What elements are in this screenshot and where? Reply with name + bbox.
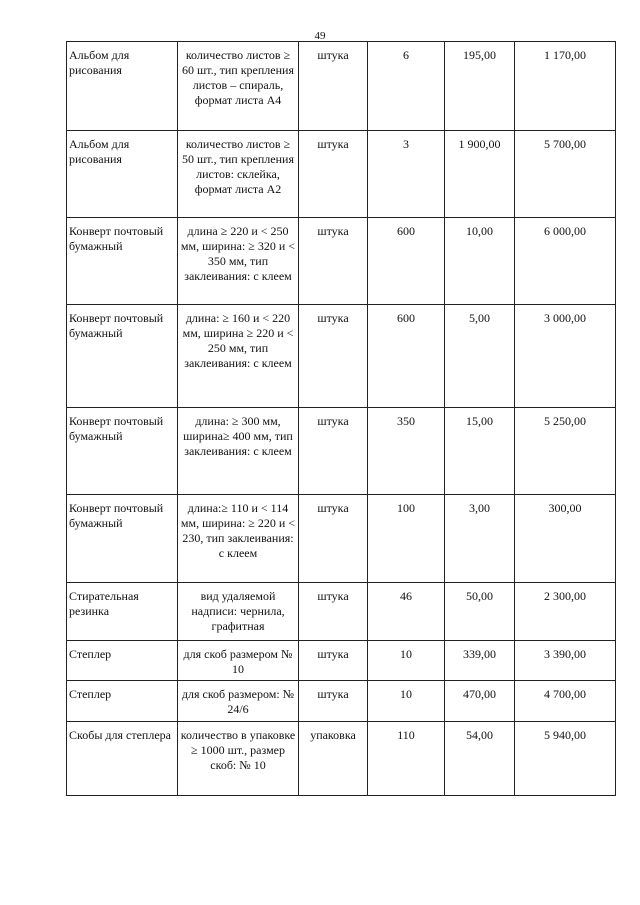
quantity-cell: 600 bbox=[368, 218, 445, 305]
item-name-cell: Конверт почтовый бумажный bbox=[67, 408, 178, 495]
item-description-cell: для скоб размером № 10 bbox=[178, 641, 299, 681]
table-row bbox=[67, 583, 616, 641]
table-row bbox=[67, 218, 616, 305]
item-name-cell: Конверт почтовый бумажный bbox=[67, 495, 178, 583]
table-row bbox=[67, 408, 616, 495]
quantity-cell: 350 bbox=[368, 408, 445, 495]
table-row bbox=[67, 681, 616, 722]
price-cell: 3,00 bbox=[445, 495, 515, 583]
unit-cell: штука bbox=[299, 131, 368, 218]
sum-cell: 3 000,00 bbox=[515, 305, 616, 408]
price-cell: 50,00 bbox=[445, 583, 515, 641]
item-name-cell: Конверт почтовый бумажный bbox=[67, 305, 178, 408]
price-cell: 54,00 bbox=[445, 722, 515, 796]
unit-cell: штука bbox=[299, 641, 368, 681]
quantity-cell: 46 bbox=[368, 583, 445, 641]
quantity-cell: 100 bbox=[368, 495, 445, 583]
unit-cell: упаковка bbox=[299, 722, 368, 796]
item-description-cell: длина: ≥ 160 и < 220 мм, ширина ≥ 220 и < 250 мм, тип заклеивания: с клеем bbox=[178, 305, 299, 408]
quantity-cell: 10 bbox=[368, 641, 445, 681]
unit-cell: штука bbox=[299, 583, 368, 641]
sum-cell: 4 700,00 bbox=[515, 681, 616, 722]
price-cell: 339,00 bbox=[445, 641, 515, 681]
table-row bbox=[67, 722, 616, 796]
price-cell: 10,00 bbox=[445, 218, 515, 305]
price-cell: 1 900,00 bbox=[445, 131, 515, 218]
sum-cell: 5 940,00 bbox=[515, 722, 616, 796]
quantity-cell: 600 bbox=[368, 305, 445, 408]
item-description-cell: количество листов ≥ 50 шт., тип крепления листов: склейка, формат листа А2 bbox=[178, 131, 299, 218]
unit-cell: штука bbox=[299, 218, 368, 305]
item-name-cell: Конверт почтовый бумажный bbox=[67, 218, 178, 305]
sum-cell: 5 700,00 bbox=[515, 131, 616, 218]
sum-cell: 1 170,00 bbox=[515, 42, 616, 131]
specification-table bbox=[66, 41, 616, 796]
unit-cell: штука bbox=[299, 305, 368, 408]
item-description-cell: для скоб размером: № 24/6 bbox=[178, 681, 299, 722]
item-description-cell: длина:≥ 110 и < 114 мм, ширина: ≥ 220 и < 230, тип заклеивания: с клеем bbox=[178, 495, 299, 583]
table-row bbox=[67, 495, 616, 583]
sum-cell: 300,00 bbox=[515, 495, 616, 583]
sum-cell: 2 300,00 bbox=[515, 583, 616, 641]
quantity-cell: 110 bbox=[368, 722, 445, 796]
page-number: 49 bbox=[314, 30, 326, 42]
item-description-cell: вид удаляемой надписи: чернила, графитная bbox=[178, 583, 299, 641]
sum-cell: 3 390,00 bbox=[515, 641, 616, 681]
unit-cell: штука bbox=[299, 42, 368, 131]
unit-cell: штука bbox=[299, 495, 368, 583]
item-name-cell: Альбом для рисования bbox=[67, 131, 178, 218]
item-name-cell: Скобы для степлера bbox=[67, 722, 178, 796]
sum-cell: 6 000,00 bbox=[515, 218, 616, 305]
item-description-cell: длина: ≥ 300 мм, ширина≥ 400 мм, тип заклеивания: с клеем bbox=[178, 408, 299, 495]
price-cell: 15,00 bbox=[445, 408, 515, 495]
quantity-cell: 10 bbox=[368, 681, 445, 722]
price-cell: 195,00 bbox=[445, 42, 515, 131]
item-description-cell: количество листов ≥ 60 шт., тип крепления листов – спираль, формат листа А4 bbox=[178, 42, 299, 131]
price-cell: 5,00 bbox=[445, 305, 515, 408]
item-description-cell: количество в упаковке ≥ 1000 шт., размер скоб: № 10 bbox=[178, 722, 299, 796]
item-name-cell: Степлер bbox=[67, 641, 178, 681]
quantity-cell: 6 bbox=[368, 42, 445, 131]
table-row bbox=[67, 42, 616, 131]
item-name-cell: Альбом для рисования bbox=[67, 42, 178, 131]
unit-cell: штука bbox=[299, 408, 368, 495]
item-name-cell: Степлер bbox=[67, 681, 178, 722]
item-description-cell: длина ≥ 220 и < 250 мм, ширина: ≥ 320 и < 350 мм, тип заклеивания: с клеем bbox=[178, 218, 299, 305]
unit-cell: штука bbox=[299, 681, 368, 722]
price-cell: 470,00 bbox=[445, 681, 515, 722]
quantity-cell: 3 bbox=[368, 131, 445, 218]
table-row bbox=[67, 641, 616, 681]
table-row bbox=[67, 305, 616, 408]
item-name-cell: Стирательная резинка bbox=[67, 583, 178, 641]
sum-cell: 5 250,00 bbox=[515, 408, 616, 495]
table-row bbox=[67, 131, 616, 218]
